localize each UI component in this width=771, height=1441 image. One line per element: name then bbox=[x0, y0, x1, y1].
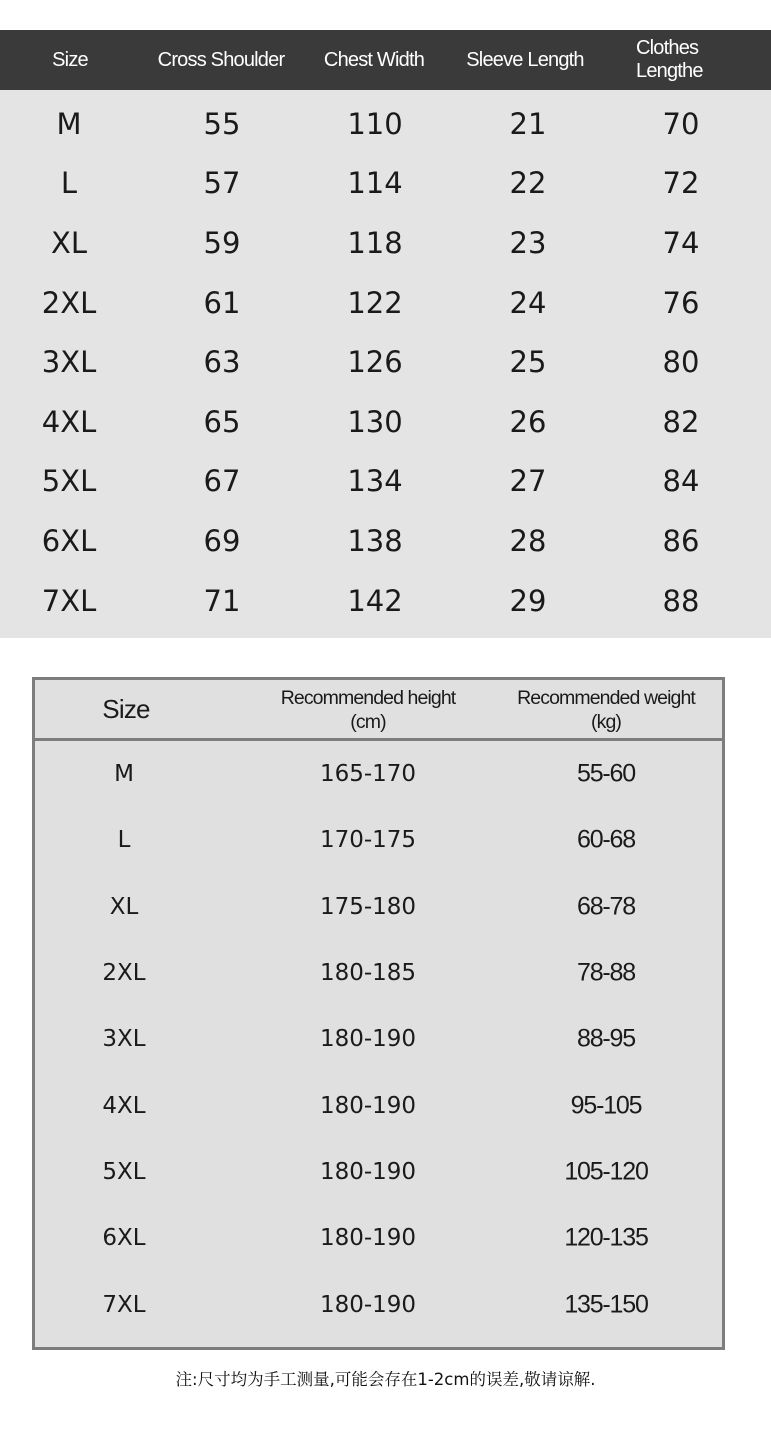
cell-size: 7XL bbox=[41, 583, 97, 618]
cell-size: 6XL bbox=[102, 1225, 146, 1252]
cell-size: 7XL bbox=[102, 1291, 146, 1318]
cell-clothes-length: 74 bbox=[662, 225, 700, 260]
header-recommended-height bbox=[281, 686, 456, 734]
table-row bbox=[0, 452, 771, 512]
header-chest-width: Chest Width bbox=[323, 48, 425, 71]
cell-sleeve-length: 22 bbox=[509, 166, 547, 201]
table-row bbox=[35, 741, 722, 807]
recommendation-table-header bbox=[35, 680, 722, 741]
cell-size: 4XL bbox=[41, 404, 97, 439]
cell-size: M bbox=[114, 761, 134, 788]
cell-sleeve-length: 21 bbox=[509, 106, 547, 141]
cell-clothes-length: 76 bbox=[662, 285, 700, 320]
cell-recommended-weight: 88-95 bbox=[577, 1024, 635, 1053]
cell-size: 2XL bbox=[41, 285, 97, 320]
cell-size: XL bbox=[50, 225, 88, 260]
cell-cross-shoulder: 71 bbox=[203, 583, 241, 618]
cell-recommended-height: 180-190 bbox=[319, 1158, 417, 1185]
cell-cross-shoulder: 65 bbox=[203, 404, 241, 439]
cell-recommended-height: 180-190 bbox=[319, 1092, 417, 1119]
cell-chest-width: 122 bbox=[347, 285, 403, 320]
cell-recommended-height: 180-190 bbox=[319, 1225, 417, 1252]
table-row bbox=[35, 1072, 722, 1138]
measurement-note: 注:尺寸均为手工测量,可能会存在1-2cm的误差,敬请谅解. bbox=[175, 1370, 596, 1389]
cell-size: 3XL bbox=[41, 345, 97, 380]
cell-cross-shoulder: 61 bbox=[203, 285, 241, 320]
cell-chest-width: 126 bbox=[347, 345, 403, 380]
header-weight-line2: (kg) bbox=[591, 711, 621, 733]
cell-clothes-length: 86 bbox=[662, 523, 700, 558]
header-height-line1: Recommended height bbox=[280, 687, 456, 709]
recommendation-table bbox=[32, 677, 725, 1350]
cell-chest-width: 138 bbox=[347, 523, 403, 558]
table-row bbox=[0, 213, 771, 273]
cell-size: 5XL bbox=[41, 464, 97, 499]
cell-cross-shoulder: 59 bbox=[203, 225, 241, 260]
cell-clothes-length: 84 bbox=[662, 464, 700, 499]
header-recommended-weight bbox=[517, 686, 695, 734]
cell-clothes-length: 72 bbox=[662, 166, 700, 201]
cell-recommended-height: 180-185 bbox=[319, 960, 417, 987]
cell-size: 6XL bbox=[41, 523, 97, 558]
cell-clothes-length: 70 bbox=[662, 106, 700, 141]
table-row bbox=[35, 940, 722, 1006]
header-weight-line1: Recommended weight bbox=[517, 687, 695, 709]
cell-cross-shoulder: 55 bbox=[203, 106, 241, 141]
cell-cross-shoulder: 63 bbox=[203, 345, 241, 380]
header-clothes-length: Clothes Lengthe bbox=[636, 37, 703, 82]
cell-sleeve-length: 27 bbox=[509, 464, 547, 499]
table-row bbox=[35, 1271, 722, 1337]
table-row bbox=[35, 874, 722, 940]
cell-recommended-height: 180-190 bbox=[319, 1026, 417, 1053]
cell-chest-width: 134 bbox=[347, 464, 403, 499]
cell-sleeve-length: 23 bbox=[509, 225, 547, 260]
table-row bbox=[0, 511, 771, 571]
cell-recommended-weight: 68-78 bbox=[577, 892, 635, 921]
cell-cross-shoulder: 67 bbox=[203, 464, 241, 499]
header-height-line2: (cm) bbox=[350, 711, 386, 733]
cell-recommended-weight: 55-60 bbox=[577, 759, 635, 788]
cell-recommended-weight: 95-105 bbox=[570, 1091, 642, 1120]
cell-recommended-weight: 78-88 bbox=[577, 958, 635, 987]
table-row bbox=[0, 273, 771, 333]
cell-size: L bbox=[117, 827, 131, 854]
cell-size: L bbox=[60, 166, 78, 201]
cell-clothes-length: 80 bbox=[662, 345, 700, 380]
cell-size: XL bbox=[109, 893, 139, 920]
cell-sleeve-length: 26 bbox=[509, 404, 547, 439]
cell-sleeve-length: 28 bbox=[509, 523, 547, 558]
table-row bbox=[0, 332, 771, 392]
table-row bbox=[35, 1006, 722, 1072]
size-table-body bbox=[0, 90, 771, 638]
table-row bbox=[35, 1139, 722, 1205]
cell-recommended-weight: 120-135 bbox=[564, 1223, 648, 1252]
header-sleeve-length: Sleeve Length bbox=[466, 48, 584, 71]
cell-chest-width: 110 bbox=[347, 106, 403, 141]
cell-recommended-weight: 105-120 bbox=[564, 1157, 648, 1186]
table-row bbox=[0, 392, 771, 452]
table-row bbox=[0, 94, 771, 154]
header-size: Size bbox=[102, 694, 150, 724]
cell-recommended-weight: 60-68 bbox=[577, 825, 635, 854]
cell-recommended-weight: 135-150 bbox=[564, 1290, 648, 1319]
cell-chest-width: 130 bbox=[347, 404, 403, 439]
header-size: Size bbox=[52, 48, 88, 71]
cell-size: M bbox=[56, 106, 82, 141]
cell-clothes-length: 82 bbox=[662, 404, 700, 439]
table-row bbox=[0, 571, 771, 631]
size-measurement-table bbox=[0, 30, 771, 638]
cell-cross-shoulder: 57 bbox=[203, 166, 241, 201]
cell-size: 4XL bbox=[102, 1092, 146, 1119]
table-row bbox=[35, 807, 722, 873]
cell-recommended-height: 175-180 bbox=[319, 893, 417, 920]
table-row bbox=[0, 154, 771, 214]
cell-sleeve-length: 25 bbox=[509, 345, 547, 380]
header-cross-shoulder: Cross Shoulder bbox=[157, 48, 285, 71]
recommendation-table-body bbox=[35, 741, 722, 1338]
cell-recommended-height: 165-170 bbox=[319, 761, 417, 788]
size-table-header bbox=[0, 30, 771, 90]
cell-sleeve-length: 29 bbox=[509, 583, 547, 618]
cell-chest-width: 114 bbox=[347, 166, 403, 201]
cell-cross-shoulder: 69 bbox=[203, 523, 241, 558]
table-row bbox=[35, 1205, 722, 1271]
cell-recommended-height: 180-190 bbox=[319, 1291, 417, 1318]
cell-size: 3XL bbox=[102, 1026, 146, 1053]
cell-size: 2XL bbox=[102, 960, 146, 987]
cell-size: 5XL bbox=[102, 1158, 146, 1185]
cell-clothes-length: 88 bbox=[662, 583, 700, 618]
cell-chest-width: 118 bbox=[347, 225, 403, 260]
cell-sleeve-length: 24 bbox=[509, 285, 547, 320]
cell-recommended-height: 170-175 bbox=[319, 827, 417, 854]
cell-chest-width: 142 bbox=[347, 583, 403, 618]
